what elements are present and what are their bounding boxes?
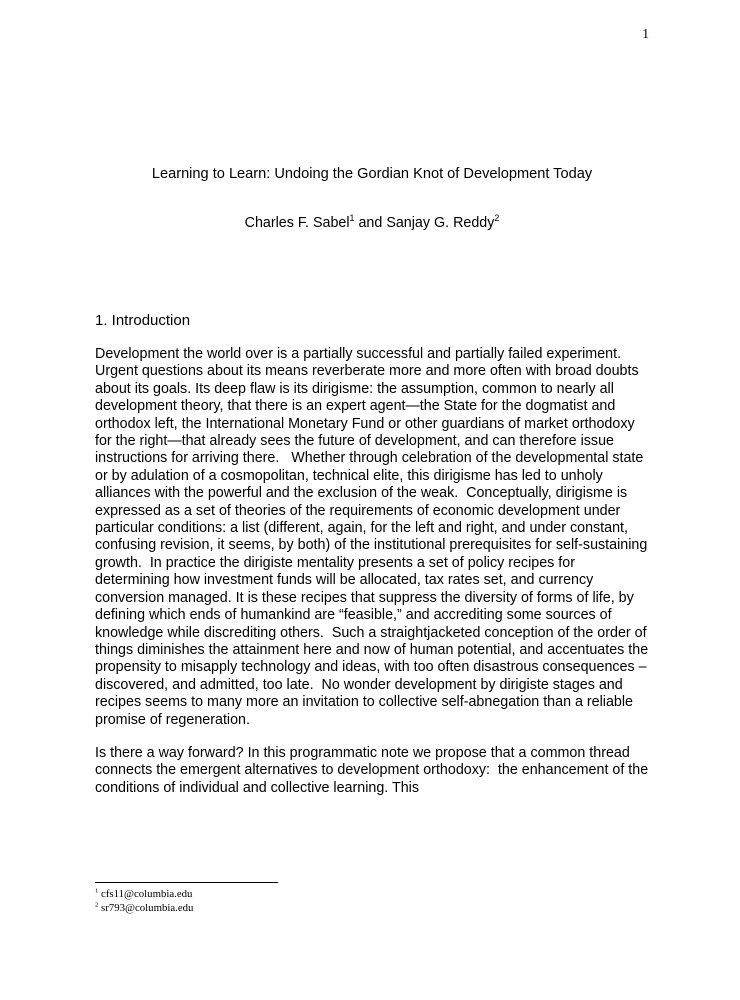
author-1-footnote-ref: 1 (349, 213, 355, 224)
paper-title: Learning to Learn: Undoing the Gordian Knot of Development Today (151, 166, 593, 182)
section-heading-introduction: 1. Introduction (95, 312, 191, 329)
page-number: 1 (642, 26, 649, 41)
authors-connector: and (358, 215, 383, 231)
footnotes-block (95, 882, 278, 916)
footnote-2 (95, 902, 278, 916)
footnote-1-text: cfs11@columbia.edu (101, 888, 193, 900)
author-1-name: Charles F. Sabel (244, 215, 350, 231)
footnote-1-marker: 1 (95, 887, 99, 895)
footnote-2-marker: 2 (95, 901, 99, 909)
author-2-name: Sanjay G. Reddy (386, 215, 495, 231)
authors-line (95, 214, 649, 232)
footnote-separator-rule (95, 882, 278, 883)
paragraph-2: Is there a way forward? In this programmatic note we propose that a common thread connects the emergent alternatives to development orthodoxy: the enhancement of the conditions of individual and collective learning. This (95, 744, 653, 796)
footnote-2-text: sr793@columbia.edu (101, 901, 194, 914)
paragraph-1: Development the world over is a partially successful and partially failed experiment. Urgent questions about its means reverberate more and more often with broad doubts about its goals. Its deep flaw is its dirigisme: the assumption, common to nearly all development theory, that there is an expert agent—the State for the dogmatist and orthodox left, the International Monetary Fund or other guardians of market orthodoxy for the right—that already sees the future of development, and can therefore issue instructions for arriving there. Whether through celebration of the developmental state or by adulation of a cosmopolitan, technical elite, this dirigisme has led to unholy alliances with the powerful and the exclusion of the weak. Conceptually, dirigisme is expressed as a set of theories of the requirements of economic development under particular conditions: a list (different, again, for the left and right, and under constant, confusing revision, it seems, by both) of the institutional prerequisites for self-sustaining growth. In practice the dirigiste mentality presents a set of policy recipes for determining how investment funds will be allocated, tax rates set, and currency conversion managed. It is these recipes that suppress the diversity of forms of life, by defining which ends of humankind are “feasible,” and accrediting some sources of knowledge while discrediting others. Such a straightjacketed conception of the order of things diminishes the attainment here and now of human potential, and accentuates the propensity to misapply technology and ideas, with too often disastrous consequences – discovered, and admitted, too late. No wonder development by dirigiste stages and recipes seems to many more an invitation to collective self-abnegation than a reliable promise of regeneration. (95, 346, 653, 728)
footnote-1 (95, 888, 278, 902)
author-2-footnote-ref: 2 (494, 213, 500, 224)
